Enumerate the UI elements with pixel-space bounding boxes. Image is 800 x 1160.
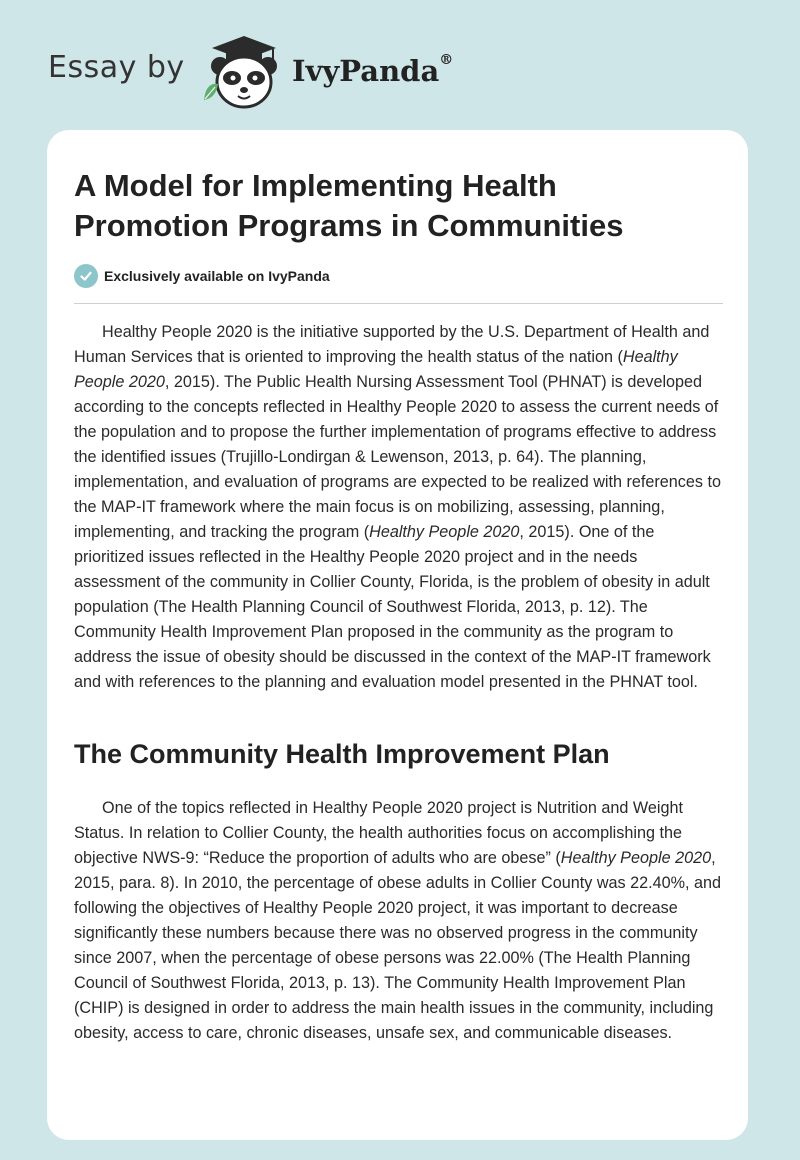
p2-text-1: One of the topics reflected in Healthy People 2020 project is Nutrition and Weight Status. In relation to Collier County, the health authorities focus on accomplishing the objective NWS-9: “Reduce the proportion of adults who are obese” ( [74, 799, 683, 867]
p2-text-2: , 2015, para. 8). In 2010, the percentage of obese adults in Collier County was 22.40%, and following the objectives of Healthy People 2020 project, it was important to decrease significantly these numbers because there was no observed progress in the community since 2007, when the percentage of obese persons was 22.00% (The Health Planning Council of Southwest Florida, 2013, p. 13). The Community Health Improvement Plan (CHIP) is designed in order to address the main health issues in the community, including obesity, access to care, chronic diseases, unsafe sex, and communicable diseases. [74, 849, 722, 1042]
essay-card [47, 130, 748, 1140]
page-title: A Model for Implementing Health Promotion Programs in Communities [74, 168, 624, 243]
p1-text-1: Healthy People 2020 is the initiative supported by the U.S. Department of Health and Human Services that is oriented to improving the health status of the nation ( [74, 323, 710, 366]
brand-name: IvyPanda [292, 54, 440, 88]
p1-text-2: , 2015). The Public Health Nursing Assessment Tool (PHNAT) is developed according to the concepts reflected in Healthy People 2020 to assess the current needs of the population and to propose the further implementation of programs effective to address the identified issues (Trujillo-Londirgan & Lewenson, 2013, p. 64). The planning, implementation, and evaluation of programs are expected to be realized with references to the MAP-IT framework where the main focus is on mobilizing, assessing, planning, implementing, and tracking the program ( [74, 373, 721, 541]
essay-by-label: Essay by [48, 50, 185, 85]
p1-citation-1: Healthy People 2020 [74, 348, 678, 391]
p2-citation-1: Healthy People 2020 [560, 849, 712, 867]
exclusive-badge-text: Exclusively available on IvyPanda [104, 268, 330, 284]
title-divider [74, 303, 723, 304]
exclusive-badge [74, 264, 330, 288]
body-paragraph-1 [74, 320, 724, 695]
site-header [0, 0, 800, 130]
brand-logo-text[interactable] [292, 54, 453, 88]
check-circle-icon [74, 264, 98, 288]
p1-citation-2: Healthy People 2020 [369, 523, 520, 541]
registered-mark: ® [439, 52, 454, 68]
body-paragraph-2 [74, 796, 724, 1046]
p1-text-3: , 2015). One of the prioritized issues reflected in the Healthy People 2020 project and in the needs assessment of the community in Collier County, Florida, is the problem of obesity in adult population (The Health Planning Council of Southwest Florida, 2013, p. 12). The Community Health Improvement Plan proposed in the community as the program to address the issue of obesity should be discussed in the context of the MAP-IT framework and with references to the planning and evaluation model presented in the PHNAT tool. [74, 523, 711, 691]
section-heading: The Community Health Improvement Plan [74, 739, 610, 769]
panda-graduate-logo-icon[interactable] [200, 34, 286, 110]
